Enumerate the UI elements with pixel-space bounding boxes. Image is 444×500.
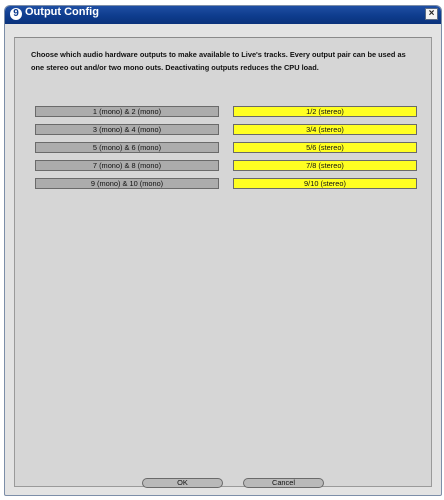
stereo-toggle-1-2[interactable]: 1/2 (stereo) [233, 106, 417, 117]
close-button[interactable]: × [425, 8, 438, 20]
description-text: Choose which audio hardware outputs to make available to Live's tracks. Every output pair can be used as one stereo out and/or two mono outs. Deactivating outputs reduces the CPU load. [31, 50, 406, 72]
output-row [35, 106, 417, 117]
mono-pair-toggle-7-8[interactable]: 7 (mono) & 8 (mono) [35, 160, 219, 171]
output-row [35, 178, 417, 189]
output-row [35, 142, 417, 153]
window-title: Output Config [25, 6, 99, 18]
cancel-button[interactable]: Cancel [243, 478, 324, 488]
stereo-toggle-7-8[interactable]: 7/8 (stereo) [233, 160, 417, 171]
stereo-toggle-5-6[interactable]: 5/6 (stereo) [233, 142, 417, 153]
mono-pair-toggle-3-4[interactable]: 3 (mono) & 4 (mono) [35, 124, 219, 135]
output-config-dialog [4, 5, 442, 496]
title-bar[interactable] [5, 6, 441, 24]
stereo-toggle-3-4[interactable]: 3/4 (stereo) [233, 124, 417, 135]
ok-button[interactable]: OK [142, 478, 223, 488]
output-config-panel [14, 37, 432, 487]
output-row [35, 160, 417, 171]
mono-pair-toggle-9-10[interactable]: 9 (mono) & 10 (mono) [35, 178, 219, 189]
mono-pair-toggle-1-2[interactable]: 1 (mono) & 2 (mono) [35, 106, 219, 117]
output-row [35, 124, 417, 135]
stereo-toggle-9-10[interactable]: 9/10 (stereo) [233, 178, 417, 189]
mono-pair-toggle-5-6[interactable]: 5 (mono) & 6 (mono) [35, 142, 219, 153]
live-app-icon: 9 [10, 8, 22, 20]
